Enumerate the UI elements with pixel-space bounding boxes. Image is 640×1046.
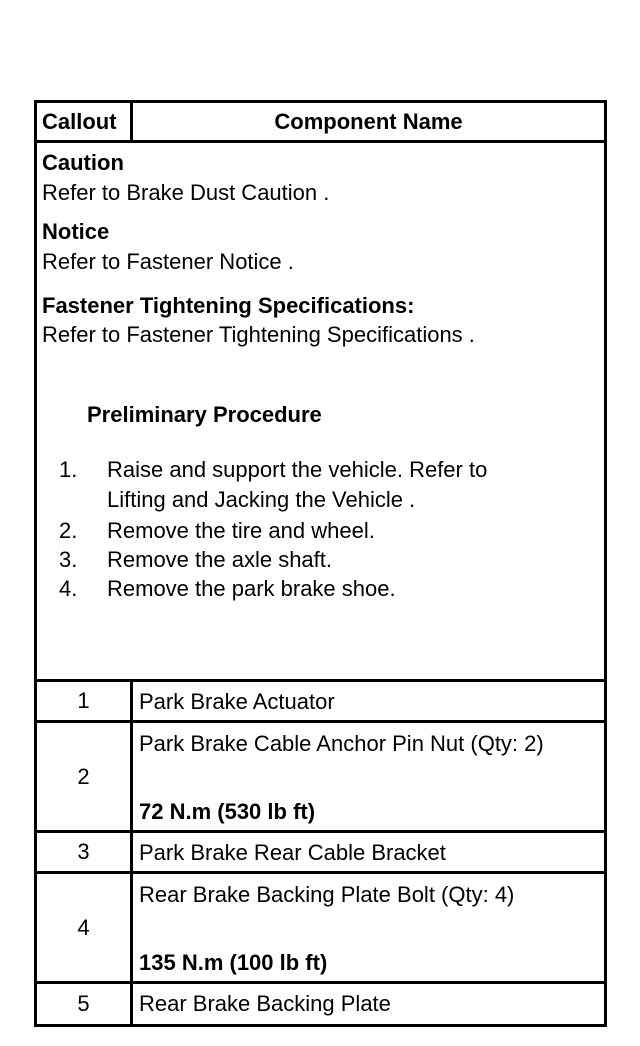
procedure-step-3 (59, 545, 332, 575)
notice-link[interactable]: Refer to Fastener Notice . (42, 249, 294, 274)
callout-number: 2 (37, 723, 133, 830)
callout-number: 4 (37, 874, 133, 981)
fastener-spec-heading: Fastener Tightening Specifications: (42, 293, 415, 318)
table-header (37, 103, 604, 143)
torque-spec: 72 N.m (530 lb ft) (139, 799, 316, 824)
callout-column-header: Callout (37, 103, 133, 140)
step-text: Raise and support the vehicle. Refer to (107, 457, 488, 482)
caution-heading: Caution (42, 150, 124, 175)
notice-heading: Notice (42, 219, 110, 244)
component-table (34, 100, 607, 1027)
preliminary-procedure-title: Preliminary Procedure (87, 402, 322, 427)
torque-spec: 135 N.m (100 lb ft) (139, 950, 328, 975)
table-row (37, 984, 604, 1024)
callout-number: 5 (37, 984, 133, 1024)
callout-number: 1 (37, 682, 133, 720)
caution-link[interactable]: Refer to Brake Dust Caution . (42, 180, 330, 205)
component-name-column-header: Component Name (274, 109, 463, 134)
fastener-spec-link[interactable]: Refer to Fastener Tightening Specifications . (42, 322, 475, 347)
lifting-jacking-link[interactable]: Lifting and Jacking the Vehicle . (107, 487, 416, 512)
table-row (37, 723, 604, 833)
step-text: Remove the tire and wheel. (107, 518, 375, 543)
procedure-step-1 (59, 455, 487, 515)
procedure-step-4 (59, 574, 396, 604)
step-number: 4. (59, 576, 78, 601)
component-name: Rear Brake Backing Plate Bolt (Qty: 4) (139, 882, 515, 907)
notes-section (37, 143, 604, 682)
table-row (37, 833, 604, 874)
step-number: 2. (59, 518, 78, 543)
component-name: Rear Brake Backing Plate (139, 991, 391, 1016)
step-number: 1. (59, 457, 78, 482)
component-name: Park Brake Cable Anchor Pin Nut (Qty: 2) (139, 731, 544, 756)
table-row (37, 682, 604, 723)
step-number: 3. (59, 547, 78, 572)
callout-number: 3 (37, 833, 133, 871)
step-text: Remove the park brake shoe. (107, 576, 396, 601)
procedure-step-2 (59, 516, 375, 546)
component-name: Park Brake Actuator (139, 689, 335, 714)
step-text: Remove the axle shaft. (107, 547, 333, 572)
table-row (37, 874, 604, 984)
component-name: Park Brake Rear Cable Bracket (139, 840, 446, 865)
